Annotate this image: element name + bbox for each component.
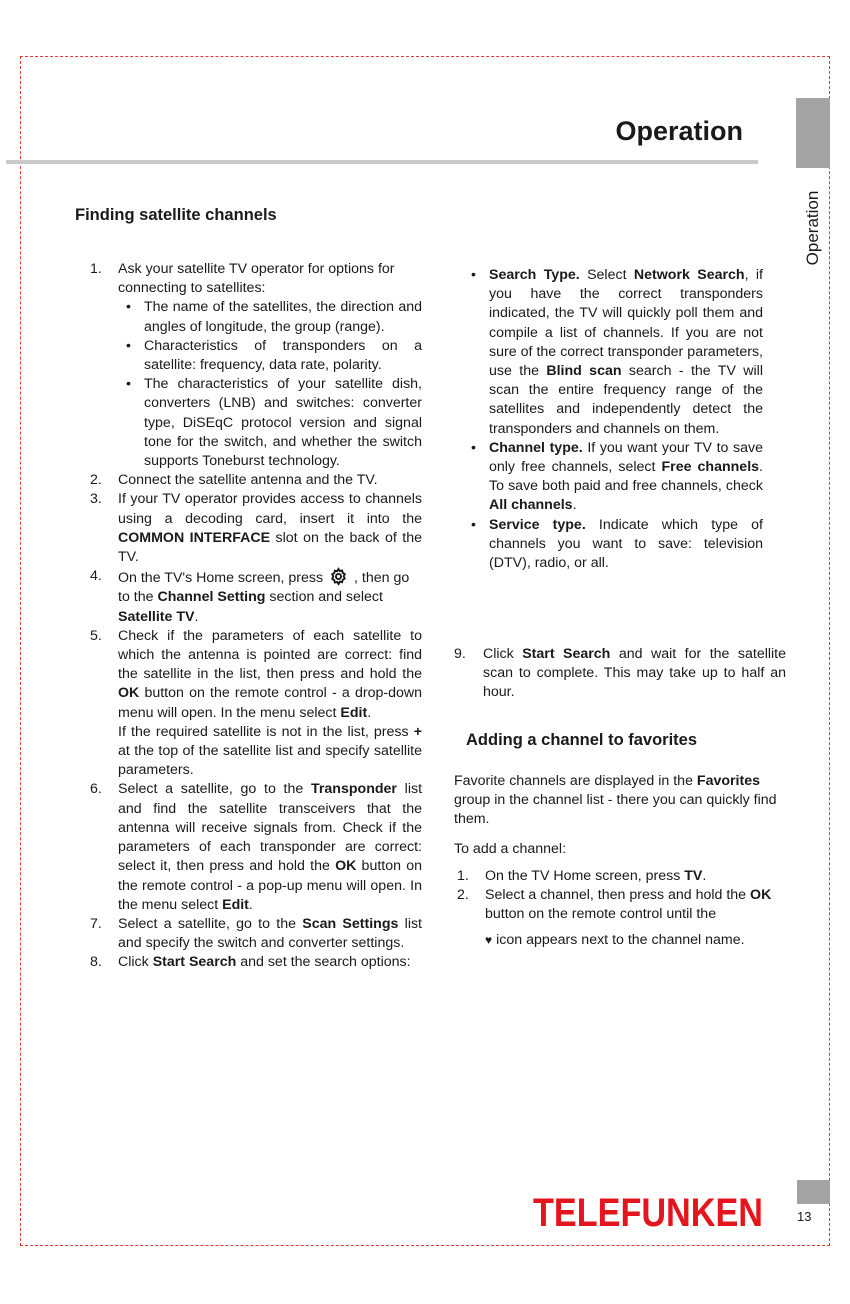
list-item: • The characteristics of your satellite dish, converters (LNB) and switches: converter type, DiSEqC protocol version and signal tone for the switch, and whether the switch supports Toneburst technology. <box>118 375 422 471</box>
favorites-intro: Favorite channels are displayed in the Favorites group in the channel list - there you can quickly find them. <box>454 773 777 828</box>
list-item: 6. Select a satellite, go to the Transponder list and find the satellite transceivers that the antenna will receive signals from. Check if the parameters of each transponder are correct: select it, then press and hold the OK button on the remote control - a pop-up menu will open. In the menu select Edit. <box>90 781 423 913</box>
section-heading-finding-satellites: Finding satellite channels <box>75 206 277 224</box>
list-item: 2. Connect the satellite antenna and the TV. <box>90 472 378 489</box>
list-item: • Characteristics of transponders on a satellite: frequency, data rate, polarity. <box>118 337 422 375</box>
list-item: 1. On the TV Home screen, press TV. <box>457 867 707 884</box>
favorites-lead: To add a channel: <box>454 840 567 857</box>
list-item: 4. On the TV's Home screen, press , then go to the Channel Setting section and select Satellite TV. <box>90 568 410 625</box>
list-item: 1. Ask your satellite TV operator for options for connecting to satellites: • The name of the satellites, the direction and angles of longitude, the group (range). • Characteristics of transponders on a satellite: frequency, data rate, polarity. • The characteristics of your satellite dish, converters (LNB) and switches: converter type, DiSEqC protocol version and signal tone for the switch, and whether the switch supports Toneburst technology. <box>90 260 422 471</box>
left-column <box>90 260 422 973</box>
list-item: 3. If your TV operator provides access to channels using a decoding card, insert it into the COMMON INTERFACE slot on the back of the TV. <box>90 491 422 566</box>
svg-text:TELEFUNKEN: TELEFUNKEN <box>533 1193 763 1229</box>
right-column-options <box>463 266 763 573</box>
side-label: Operation <box>803 190 822 266</box>
list-item: • Service type. Indicate which type of channels you want to save: television (DTV), radio, or all. <box>463 516 763 574</box>
telefunken-logo <box>533 1193 763 1229</box>
gear-icon <box>329 567 348 586</box>
section-heading-favorites: Adding a channel to favorites <box>466 731 698 749</box>
step-9 <box>454 645 786 703</box>
page-title: Operation <box>615 116 743 146</box>
side-tab <box>796 98 830 168</box>
list-item: 7. Select a satellite, go to the Scan Settings list and specify the switch and converter settings. <box>90 915 423 952</box>
heart-icon: ♥ <box>485 933 493 948</box>
page-number-tab <box>797 1180 830 1204</box>
list-item: 2. Select a channel, then press and hold the OK button on the remote control until the ♥ icon appears next to the channel name. <box>457 887 772 949</box>
list-item: 8. Click Start Search and set the search options: <box>90 954 411 971</box>
list-item: 9. Click Start Search and wait for the satellite scan to complete. This may take up to half an hour. <box>454 646 786 701</box>
page-number: 13 <box>797 1209 812 1224</box>
list-item: • Search Type. Select Network Search, if you have the correct transponders indicated, the TV will quickly poll them and compile a list of channels. If you are not sure of the correct transponder parameters, use the Blind scan search - the TV will scan the entire frequency range of the satellites and independently detect the transponders and channels on them. <box>463 266 763 439</box>
list-item: • The name of the satellites, the direction and angles of longitude, the group (range). <box>118 298 422 336</box>
favorites-section <box>454 772 786 951</box>
header-rule <box>6 160 758 164</box>
list-item: • Channel type. If you want your TV to save only free channels, select Free channels. To save both paid and free channels, check All channels. <box>463 439 763 516</box>
list-item: 5. Check if the parameters of each satellite to which the antenna is pointed are correct: find the satellite in the list, then press and hold the OK button on the remote control - a drop-down menu will open. In the menu select Edit. If the required satellite is not in the list, press + at the top of the satellite list and specify satellite parameters. <box>90 627 422 779</box>
